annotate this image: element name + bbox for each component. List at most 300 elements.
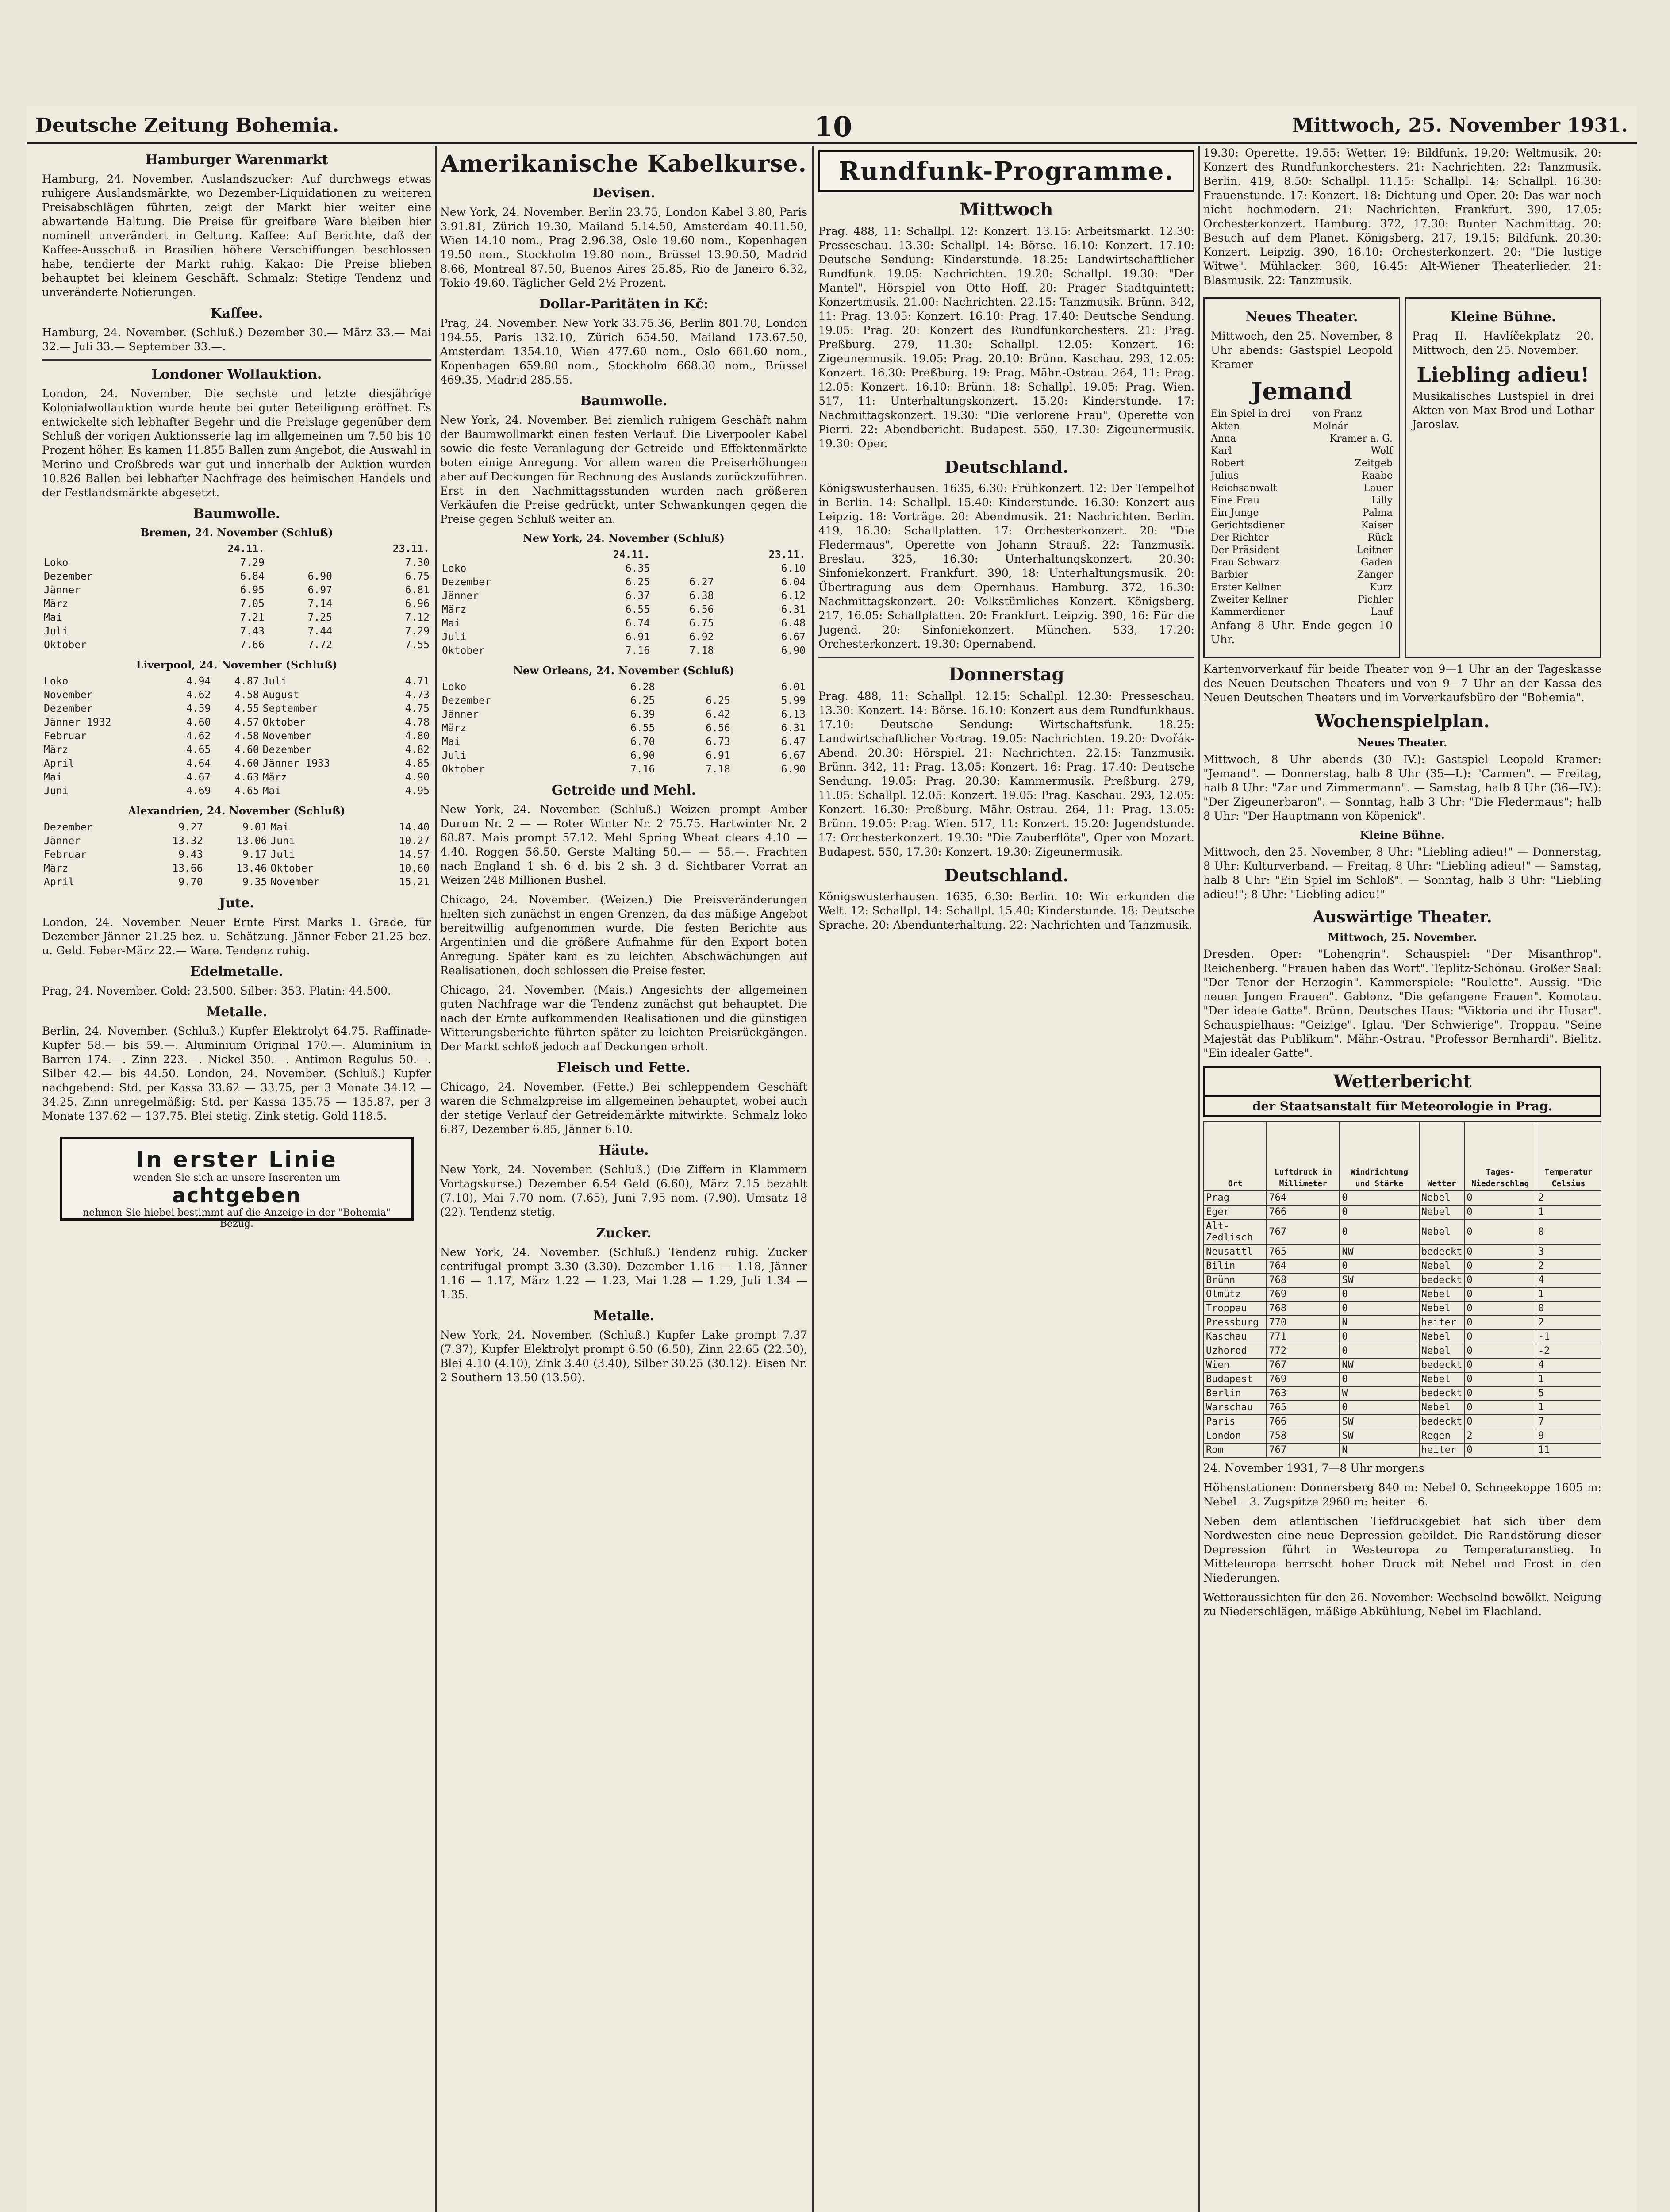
table-cell: Nebel — [1419, 1330, 1465, 1344]
article-text: Chicago, 24. November. (Weizen.) Die Preisveränderungen hielten sich zunächst in engen Grenzen, da das mäßige Angebot bereitwillig aufgenommen wurde. Die festen Berichte aus Argentinien und die größere Aufnahme für den Export boten Anregung. Später kam es zu leichten Abschwächungen auf Realisationen, doch schlossen die Preise fester. — [440, 893, 807, 977]
table-cell: Jänner — [442, 590, 479, 602]
table-cell: 15.21 — [399, 876, 430, 888]
table-cell: 6.48 — [781, 618, 806, 629]
section-heading: Kaffee. — [210, 306, 263, 321]
article-text: New York, 24. November. (Schluß.) Kupfer Lake prompt 7.37 (7.37), Kupfer Elektrolyt prompt 6.50 (6.50), Zinn 22.65 (22.50), Blei 4.10 (4.10), Zink 3.40 (3.40), Silber 30.25 (30.12). Eisen Nr. 2 Southern 13.50 (13.50). — [440, 1329, 807, 1384]
table-row — [42, 730, 431, 743]
table-cell: 1 — [1536, 1401, 1601, 1415]
table-cell: 6.90 — [630, 750, 655, 761]
page-number: 10 — [814, 111, 852, 143]
table-row — [440, 735, 807, 749]
section-heading: Edelmetalle. — [190, 964, 284, 979]
subsection-heading: Neues Theater. — [1357, 736, 1447, 749]
table-row — [1204, 1429, 1601, 1443]
table-cell: 764 — [1267, 1191, 1340, 1205]
table-cell: 11 — [1536, 1443, 1601, 1457]
table-row — [42, 702, 431, 716]
table-cell: Juli — [442, 750, 467, 761]
cast-row — [1211, 445, 1393, 457]
table-cell: NW — [1340, 1245, 1419, 1259]
article-text: Berlin, 24. November. (Schluß.) Kupfer Elektrolyt 64.75. Raffinade-Kupfer 58.— bis 59.—. Aluminium Original 170.—. Aluminium in Barren 174.—. Zinn 223.—. Nickel 350.—. Antimon Regulus 50.—. Silber 42.— bis 44.50. London, 24. November. (Schluß.) Kupfer nachgebend: Std. per Kassa 33.62 — 33.75, per 3 Monate 34.12 — 34.25. Zinn unregelmäßig: Std. per Kassa 135.75 — 135.87, per 3 Monate 137.62 — 137.75. Blei stetig. Zink stetig. Gold 118.5. — [42, 1025, 431, 1122]
table-row — [42, 757, 431, 771]
table-cell: Nebel — [1419, 1205, 1465, 1219]
table-cell: August — [262, 689, 299, 701]
article-text: Hamburg, 24. November. (Schluß.) Dezember 30.— März 33.— Mai 32.— Juli 33.— September 33.—. — [42, 326, 431, 353]
table-row — [42, 743, 431, 757]
issue-date: Mittwoch, 25. November 1931. — [1292, 114, 1628, 137]
table-cell: 6.96 — [405, 598, 430, 610]
table-cell: 6.12 — [781, 590, 806, 602]
cast-actor: Palma — [1363, 507, 1393, 518]
divider — [818, 657, 1194, 658]
table-cell: Dezember — [44, 822, 93, 833]
table-cell: Dezember — [262, 744, 312, 756]
article-text: 19.30: Operette. 19.55: Wetter. 19: Bildfunk. 19.20: Weltmusik. 20: Konzert des Rundfunkorchesters. 21: Nachrichten. 22: Tanzmusik. Berlin. 419, 8.50: Schallpl. 11.15: Schallpl. 14: Schallpl. 16.30: Frauenstunde. 17: Konzert. 18: Dichtung und Oper. 20: Das war noch nicht hochmodern. 21: Nachrichten. Frankfurt. 390, 17.05: Orchesterkonzert. Hamburg. 372, 17.30: Bunter Nachmittag. 20: Besuch auf dem Planet. Königsberg. 217, 19.15: Bildfunk. 20.30: Konzert. Leipzig. 390, 16.10: Orchesterkonzert. 20: "Die lustige Witwe". Mühlacker. 360, 16.45: Alt-Wiener Theaterlieder. 21: Blasmusik. 22: Tanzmusik. — [1203, 146, 1601, 287]
table-row — [1204, 1245, 1601, 1259]
table-cell: Rom — [1204, 1443, 1267, 1457]
table-cell: 7.55 — [405, 639, 430, 651]
table-cell: 6.67 — [781, 750, 806, 761]
table-cell: Kaschau — [1204, 1330, 1267, 1344]
table-cell: Nebel — [1419, 1287, 1465, 1302]
table-cell: 6.74 — [625, 618, 650, 629]
table-row — [1204, 1358, 1601, 1372]
table-cell — [652, 562, 715, 576]
table-cell: März — [442, 604, 467, 615]
section-heading: Deutschland. — [944, 865, 1069, 885]
table-cell: Mai — [442, 736, 461, 748]
table-cell: April — [44, 876, 75, 888]
table-cell: 7.14 — [307, 598, 332, 610]
section-heading: Deutschland. — [944, 457, 1069, 477]
table-row — [1204, 1386, 1601, 1401]
table-cell: September — [262, 703, 318, 714]
table-cell: Nebel — [1419, 1401, 1465, 1415]
table-cell: 764 — [1267, 1259, 1340, 1273]
table-cell: Mai — [44, 772, 62, 783]
table-row — [440, 630, 807, 644]
table-cell: heiter — [1419, 1443, 1465, 1457]
table-cell — [266, 556, 334, 570]
market-line: New York, 24. November (Schluß) — [523, 532, 725, 545]
table-cell: bedeckt — [1419, 1358, 1465, 1372]
article-text: Höhenstationen: Donnersberg 840 m: Nebel 0. Schneekoppe 1605 m: Nebel −3. Zugspitze 2960 m: heiter −6. — [1203, 1481, 1601, 1508]
section-heading: Fleisch und Fette. — [557, 1060, 691, 1075]
table-cell: 2 — [1536, 1259, 1601, 1273]
table-cell: 1 — [1536, 1372, 1601, 1386]
table-cell: 0 — [1464, 1219, 1536, 1245]
table-cell: 6.10 — [781, 563, 806, 574]
table-row — [1204, 1316, 1601, 1330]
table-cell: Prag — [1204, 1191, 1267, 1205]
table-cell: 6.81 — [405, 584, 430, 596]
cast-actor: Zanger — [1357, 569, 1393, 580]
table-cell: 0 — [1464, 1245, 1536, 1259]
table-cell: Oktober — [44, 639, 87, 651]
table-cell: 6.84 — [240, 571, 265, 582]
ad-text: nehmen Sie hiebei bestimmt auf die Anzeige in der "Bohemia" Bezug. — [83, 1207, 391, 1229]
newyork-cotton-table — [440, 548, 807, 658]
table-row — [440, 644, 807, 658]
table-row — [1204, 1372, 1601, 1386]
table-row — [440, 680, 807, 694]
table-cell: 0 — [1340, 1372, 1419, 1386]
table-cell: 4.85 — [405, 758, 430, 769]
table-cell: 6.35 — [625, 563, 650, 574]
play-title: Liebling adieu! — [1417, 363, 1589, 387]
cast-row — [1211, 594, 1393, 606]
table-cell: 4.55 — [234, 703, 259, 714]
table-cell: Uzhorod — [1204, 1344, 1267, 1358]
table-row — [440, 589, 807, 603]
table-cell: 758 — [1267, 1429, 1340, 1443]
table-cell: Nebel — [1419, 1302, 1465, 1316]
table-cell: 6.75 — [405, 571, 430, 582]
table-cell: 0 — [1340, 1302, 1419, 1316]
table-cell: 0 — [1340, 1287, 1419, 1302]
column-rule — [812, 146, 814, 2212]
table-cell: 7.29 — [405, 626, 430, 637]
cast-role: Robert — [1211, 458, 1245, 469]
column-rule — [435, 146, 437, 2212]
cast-actor: Kramer a. G. — [1329, 433, 1393, 444]
table-cell: Juli — [44, 626, 69, 637]
table-cell: 769 — [1267, 1287, 1340, 1302]
table-cell: London — [1204, 1429, 1267, 1443]
table-cell: Jänner — [44, 584, 81, 596]
table-cell: Jänner 1933 — [262, 758, 330, 769]
table-cell: 9.01 — [242, 822, 267, 833]
table-cell: 7.43 — [240, 626, 265, 637]
table-cell: 4.65 — [234, 785, 259, 797]
table-cell: 4.75 — [405, 703, 430, 714]
weather-subtitle: der Staatsanstalt für Meteorologie in Prag. — [1203, 1097, 1601, 1117]
table-cell: Dezember — [44, 571, 93, 582]
table-cell: 6.75 — [689, 618, 714, 629]
table-cell: 13.06 — [236, 835, 267, 847]
market-line: New Orleans, 24. November (Schluß) — [513, 664, 734, 677]
table-cell: 6.25 — [625, 576, 650, 588]
table-row — [1204, 1273, 1601, 1287]
table-cell: 4.60 — [186, 717, 211, 728]
table-row — [42, 625, 431, 638]
table-cell: April — [44, 758, 75, 769]
table-cell: 0 — [1464, 1205, 1536, 1219]
table-cell: 4.78 — [405, 717, 430, 728]
table-cell: 769 — [1267, 1372, 1340, 1386]
table-cell: 767 — [1267, 1358, 1340, 1372]
article-text: Kartenvorverkauf für beide Theater von 9—1 Uhr an der Tageskasse des Neuen Deutschen Theaters und von 9—7 Uhr an der Kassa des Neuen Deutschen Theaters und im Vorverkaufsbüro der "Bohemia". — [1203, 663, 1601, 704]
table-cell: 771 — [1267, 1330, 1340, 1344]
table-cell: März — [262, 772, 287, 783]
section-title: Amerikanische Kabelkurse. — [441, 150, 807, 177]
table-row — [42, 688, 431, 702]
article-text: New York, 24. November. (Schluß.) Weizen prompt Amber Durum Nr. 2 — — Roter Winter Nr. 2 75.75. Hartwinter Nr. 2 68.87. Mais prompt 57.12. Mehl Spring Wheat clears 4.10 — 4.40. Roggen 56.50. Gerste Malting 50.— — 55.—. Frachten nach England 1 sh. 6 d. bis 2 sh. 3 d. Sichtbarer Vorrat an Weizen 248 Millionen Bushel. — [440, 803, 807, 887]
table-cell: 4.58 — [234, 689, 259, 701]
table-cell: 0 — [1340, 1259, 1419, 1273]
table-cell: 7.16 — [630, 764, 655, 775]
table-cell: 6.55 — [625, 604, 650, 615]
table-cell: SW — [1340, 1429, 1419, 1443]
alexandrien-table — [42, 821, 431, 889]
table-row — [440, 603, 807, 617]
article-text: New York, 24. November. (Schluß.) (Die Ziffern in Klammern Vortagskurse.) Dezember 6.54 Geld (6.60), März 7.15 bezahlt (7.10), Mai 7.70 nom. (7.65), Juni 7.95 nom. (7.90). Umsatz 18 (22). Tendenz stetig. — [440, 1163, 807, 1218]
table-cell: 9.17 — [242, 849, 267, 860]
table-row — [42, 862, 431, 876]
table-cell: 6.13 — [781, 709, 806, 720]
table-row — [42, 848, 431, 862]
bremen-table — [42, 542, 431, 652]
table-cell: 4.90 — [405, 772, 430, 783]
cast-role: Der Richter — [1211, 532, 1269, 543]
table-cell: 10.60 — [399, 863, 430, 874]
table-cell: 2 — [1536, 1316, 1601, 1330]
table-cell: 4.63 — [234, 772, 259, 783]
table-cell: Februar — [44, 849, 87, 860]
cast-role: Ein Junge — [1211, 507, 1259, 518]
section-heading: Zucker. — [596, 1225, 652, 1241]
table-header-cell: Temperatur Celsius — [1536, 1122, 1601, 1191]
table-row — [42, 556, 431, 570]
table-cell: 4.62 — [186, 730, 211, 742]
table-cell: 768 — [1267, 1302, 1340, 1316]
table-cell: 0 — [1340, 1344, 1419, 1358]
table-cell: 4.80 — [405, 730, 430, 742]
table-cell: 6.91 — [625, 631, 650, 643]
table-cell: 765 — [1267, 1401, 1340, 1415]
table-cell: März — [44, 598, 69, 610]
table-cell: Nebel — [1419, 1191, 1465, 1205]
section-title: Rundfunk-Programme. — [839, 157, 1174, 186]
table-cell: 4.58 — [234, 730, 259, 742]
table-cell: Nebel — [1419, 1344, 1465, 1358]
section-heading: Wochenspielplan. — [1315, 711, 1490, 732]
cast-actor: Lauer — [1363, 483, 1393, 494]
table-cell: Mai — [44, 612, 62, 623]
table-row — [42, 716, 431, 730]
play-title: Jemand — [1251, 377, 1353, 405]
kleine-buehne-box — [1405, 297, 1601, 658]
table-row — [1204, 1205, 1601, 1219]
table-cell: Dezember — [442, 576, 491, 588]
table-cell: November — [44, 689, 93, 701]
theater-text: Mittwoch, den 25. November, 8 Uhr abends: Gastspiel Leopold Kramer — [1211, 330, 1393, 371]
table-row — [440, 722, 807, 735]
table-cell: Juli — [262, 676, 287, 687]
table-cell: 7 — [1536, 1415, 1601, 1429]
article-text: Dresden. Oper: "Lohengrin". Schauspiel: "Der Misanthrop". Reichenberg. "Frauen haben das Wort". Teplitz-Schönau. Großer Saal: "Der Tenor der Herzogin". Kammerspiele: "Roulette". Aussig. "Die neuen Jungen Frauen". Gablonz. "Die gefangene Frauen". Komotau. "Der ideale Gatte". Brünn. Deutsches Haus: "Viktoria und ihr Husar". Schauspielhaus: "Geizige". Iglau. "Der Schwierige". Troppau. "Seine Majestät das Publikum". Mähr.-Ostrau. "Professor Bernhardi". Bielitz. "Ein idealer Gatte". — [1203, 948, 1601, 1060]
table-cell: 6.95 — [240, 584, 265, 596]
table-cell: 0 — [1464, 1344, 1536, 1358]
market-line: Bremen, 24. November (Schluß) — [140, 526, 333, 539]
cast-row — [1211, 433, 1393, 445]
table-cell: Mai — [270, 822, 289, 833]
cast-role: Julius — [1211, 470, 1239, 481]
table-cell: bedeckt — [1419, 1386, 1465, 1401]
table-cell: Dezember — [442, 695, 491, 707]
table-row — [1204, 1330, 1601, 1344]
table-row — [42, 570, 431, 584]
table-cell: 4.94 — [186, 676, 211, 687]
cast-role: Frau Schwarz — [1211, 557, 1280, 568]
table-cell: Loko — [442, 681, 467, 693]
table-header-cell: Luftdruck in Millimeter — [1267, 1122, 1340, 1191]
performance-time: Anfang 8 Uhr. Ende gegen 10 Uhr. — [1211, 619, 1393, 646]
cast-actor: Lauf — [1370, 607, 1393, 618]
section-heading: Jute. — [219, 895, 254, 911]
table-row — [440, 562, 807, 576]
table-cell: bedeckt — [1419, 1415, 1465, 1429]
table-cell: 4.69 — [186, 785, 211, 797]
article-text: Wetteraussichten für den 26. November: Wechselnd bewölkt, Neigung zu Niederschlägen, mäßige Abkühlung, Nebel im Flachland. — [1203, 1591, 1601, 1618]
table-cell: -2 — [1536, 1344, 1601, 1358]
table-cell: SW — [1340, 1273, 1419, 1287]
table-cell: 3 — [1536, 1245, 1601, 1259]
table-row — [42, 675, 431, 688]
section-heading: Metalle. — [206, 1004, 267, 1020]
table-cell: 6.90 — [781, 645, 806, 657]
table-cell: Juli — [270, 849, 295, 860]
table-cell: 0 — [1340, 1191, 1419, 1205]
table-header-cell: Windrichtung und Stärke — [1340, 1122, 1419, 1191]
table-cell: 0 — [1464, 1372, 1536, 1386]
advertisement-box — [60, 1137, 414, 1229]
table-cell: 4.87 — [234, 676, 259, 687]
table-row — [1204, 1344, 1601, 1358]
table-header: 24.11. 23.11. — [227, 543, 430, 555]
article-text: Neben dem atlantischen Tiefdruckgebiet hat sich über dem Nordwesten eine neue Depression gebildet. Die Randstörung dieser Depression führt in Westeuropa zu Temperaturanstieg. In Mitteleuropa herrscht hoher Druck mit Nebel und Frost in den Niederungen. — [1203, 1515, 1601, 1584]
table-cell: 6.37 — [625, 590, 650, 602]
table-cell: 13.46 — [236, 863, 267, 874]
table-cell: 7.72 — [307, 639, 332, 651]
cast-actor: Kurz — [1369, 582, 1393, 593]
table-row — [1204, 1219, 1601, 1245]
table-cell: 0 — [1340, 1401, 1419, 1415]
table-cell: Budapest — [1204, 1372, 1267, 1386]
table-cell: 4.95 — [405, 785, 430, 797]
article-text: Prag. 488, 11: Schallpl. 12: Konzert. 13.15: Arbeitsmarkt. 12.30: Presseschau. 13.30: Schallpl. 14: Börse. 16.10: Konzert. 17.10: Deutsche Sendung: Kinderstunde. 18.25: Landwirtschaftlicher Rundfunk. 19.05: Nachrichten. 19.20: Schallpl. 19.30: "Der Mantel", Hörspiel von Otto Hoff. 20: Prager Stadtquintett: Konzertmusik. 21.00: Nachrichten. 22.15: Tanzmusik. Brünn. 342, 11: Prag. 13.05: Konzert. 16.10: Prag. 17.40: Deutsche Sendung. 19.05: Prag. 20: Konzert des Rundfunkorchesters. 21: Prag. Preßburg. 279, 11.30: Schallpl. 12.05: Konzert. 16: Zigeunermusik. 19.05: Prag. 20.10: Brünn. Kaschau. 293, 12.05: Konzert. 16.30: Preßburg. 19: Prag. Mähr.-Ostrau. 264, 11: Prag. 12.05: Konzert. 16.10: Brünn. 18: Schallpl. 19.05: Prag. Wien. 517, 11: Unterhaltungskonzert. 15.20: Kinderstunde. 17: Nachmittagskonzert. 19.30: "Die verlorene Frau", Operette von Pierri. 22: Abendbericht. Budapest. 550, 17.30: Zigeunermusik. 19.30: Oper. — [818, 225, 1194, 450]
section-heading: Baumwolle. — [580, 393, 668, 409]
section-heading: Baumwolle. — [193, 506, 280, 522]
cast-row — [1211, 606, 1393, 618]
table-cell: 7.18 — [706, 764, 730, 775]
table-row — [42, 821, 431, 834]
table-header-cell: Wetter — [1419, 1122, 1465, 1191]
table-cell: Nebel — [1419, 1372, 1465, 1386]
table-cell: 13.32 — [172, 835, 203, 847]
table-cell: 0 — [1464, 1358, 1536, 1372]
table-cell: 7.44 — [307, 626, 332, 637]
table-cell: 2 — [1536, 1191, 1601, 1205]
cast-role: Kammerdiener — [1211, 607, 1285, 618]
table-cell: 6.04 — [781, 576, 806, 588]
orleans-cotton-table — [440, 680, 807, 776]
table-cell: 6.47 — [781, 736, 806, 748]
table-cell: 6.01 — [781, 681, 806, 693]
article-text: Mittwoch, 8 Uhr abends (30—IV.): Gastspiel Leopold Kramer: "Jemand". — Donnerstag, halb 8 Uhr (35—I.): "Carmen". — Freitag, halb 8 Uhr: "Zar und Zimmermann". — Samstag, halb 8 Uhr (36—IV.): "Der Zigeunerbaron". — Sonntag, halb 3 Uhr: "Die Fledermaus"; halb 8 Uhr: "Der Hauptmann von Köpenick". — [1203, 753, 1601, 822]
table-cell: Loko — [44, 676, 69, 687]
table-cell: 7.05 — [240, 598, 265, 610]
table-cell: 765 — [1267, 1245, 1340, 1259]
newspaper-name: Deutsche Zeitung Bohemia. — [35, 114, 339, 137]
table-cell: 2 — [1464, 1429, 1536, 1443]
table-cell: 4.62 — [186, 689, 211, 701]
article-text: Prag, 24. November. Gold: 23.500. Silber: 353. Platin: 44.500. — [42, 984, 391, 997]
article-text: Königswusterhausen. 1635, 6.30: Berlin. 10: Wir erkunden die Welt. 12: Schallpl. 14: Schallpl. 15.40: Kinderstunde. 18: Deutsche Sprache. 20: Abendunterhaltung. 22: Nachrichten und Tanzmusik. — [818, 890, 1194, 931]
cast-row — [1211, 532, 1393, 544]
table-row — [1204, 1191, 1601, 1205]
article-text: Chicago, 24. November. (Fette.) Bei schleppendem Geschäft waren die Schmalzpreise im allgemeinen behauptet, wobei auch der stetige Verlauf der Getreidemärkte mitwirkte. Schmalz loko 6.87, Dezember 6.85, Jänner 6.10. — [440, 1080, 807, 1136]
theater-ads — [1203, 293, 1601, 662]
table-cell: 7.29 — [240, 557, 265, 568]
theater-name: Kleine Bühne. — [1450, 309, 1556, 325]
table-row — [1204, 1302, 1601, 1316]
table-cell: November — [270, 876, 320, 888]
table-cell: Oktober — [270, 863, 314, 874]
table-row — [440, 708, 807, 722]
table-header-cell: Ort — [1204, 1122, 1267, 1191]
table-cell: Jänner — [442, 709, 479, 720]
cast-row — [1211, 581, 1393, 594]
table-row — [42, 638, 431, 652]
cast-actor: Lilly — [1371, 495, 1393, 506]
table-cell: 767 — [1267, 1219, 1340, 1245]
cast-role: Ein Spiel in drei Akten — [1211, 408, 1291, 432]
table-cell: März — [44, 744, 69, 756]
cast-row — [1211, 519, 1393, 532]
cast-row — [1211, 507, 1393, 519]
table-cell: Berlin — [1204, 1386, 1267, 1401]
table-cell: 6.56 — [706, 722, 730, 734]
section-heading: Metalle. — [593, 1308, 654, 1324]
table-cell: 0 — [1464, 1443, 1536, 1457]
table-cell: Juni — [44, 785, 69, 797]
table-cell: -1 — [1536, 1330, 1601, 1344]
column-markets — [42, 146, 431, 2212]
table-cell: Troppau — [1204, 1302, 1267, 1316]
table-row — [440, 576, 807, 589]
day-heading: Donnerstag — [948, 664, 1064, 685]
cast-role: Der Präsident — [1211, 545, 1280, 556]
table-cell: Wien — [1204, 1358, 1267, 1372]
section-heading: Hamburger Warenmarkt — [145, 152, 328, 168]
article-text: Mittwoch, den 25. November, 8 Uhr: "Liebling adieu!" — Donnerstag, 8 Uhr: Kulturverband. — Freitag, 8 Uhr: "Liebling adieu!" — Samstag, halb 8 Uhr: "Ein Spiel im Schloß". — Sonntag, halb 3 Uhr: "Liebling adieu!"; 8 Uhr: "Liebling adieu!" — [1203, 845, 1601, 901]
section-heading: Häute. — [599, 1143, 649, 1158]
table-cell: 6.28 — [630, 681, 655, 693]
table-cell: Pressburg — [1204, 1316, 1267, 1330]
table-cell: 6.39 — [630, 709, 655, 720]
theater-text: Prag II. Havlíčekplatz 20. Mittwoch, den 25. November. — [1412, 330, 1594, 357]
table-cell: 766 — [1267, 1415, 1340, 1429]
table-row — [42, 584, 431, 597]
table-cell: Regen — [1419, 1429, 1465, 1443]
article-text: London, 24. November. Die sechste und letzte diesjährige Kolonialwollauktion wurde heute bei guter Beteiligung eröffnet. Es entwickelte sich lebhafter Begehr und die Preislage gegenüber dem Schluß der vorigen Auktionsserie lag im allgemeinen um 7.50 bis 10 Prozent höher. Es kamen 11.855 Ballen zum Angebot, die Auswahl in Merino und Croßbreds war gut und innerhalb der Auktion wurden 10.826 Ballen bei lebhafter Nachfrage des heimischen Handels und der Festlandsmärkte abgesetzt. — [42, 387, 431, 499]
table-cell: Eger — [1204, 1205, 1267, 1219]
table-cell: 768 — [1267, 1273, 1340, 1287]
subsection-heading: Mittwoch, 25. November. — [1328, 931, 1477, 944]
cast-role: Gerichtsdiener — [1211, 520, 1285, 531]
table-cell: Loko — [44, 557, 69, 568]
divider — [42, 359, 431, 361]
table-cell: SW — [1340, 1415, 1419, 1429]
table-cell: 770 — [1267, 1316, 1340, 1330]
table-cell: 0 — [1464, 1191, 1536, 1205]
table-cell: bedeckt — [1419, 1245, 1465, 1259]
article-text: New York, 24. November. (Schluß.) Tendenz ruhig. Zucker centrifugal prompt 3.30 (3.30). Dezember 1.16 — 1.18, Jänner 1.16 — 1.17, März 1.22 — 1.23, Mai 1.28 — 1.29, Juli 1.34 — 1.35. — [440, 1246, 807, 1301]
table-cell: 7.30 — [405, 557, 430, 568]
table-cell: Brünn — [1204, 1273, 1267, 1287]
table-cell: 6.25 — [706, 695, 730, 707]
